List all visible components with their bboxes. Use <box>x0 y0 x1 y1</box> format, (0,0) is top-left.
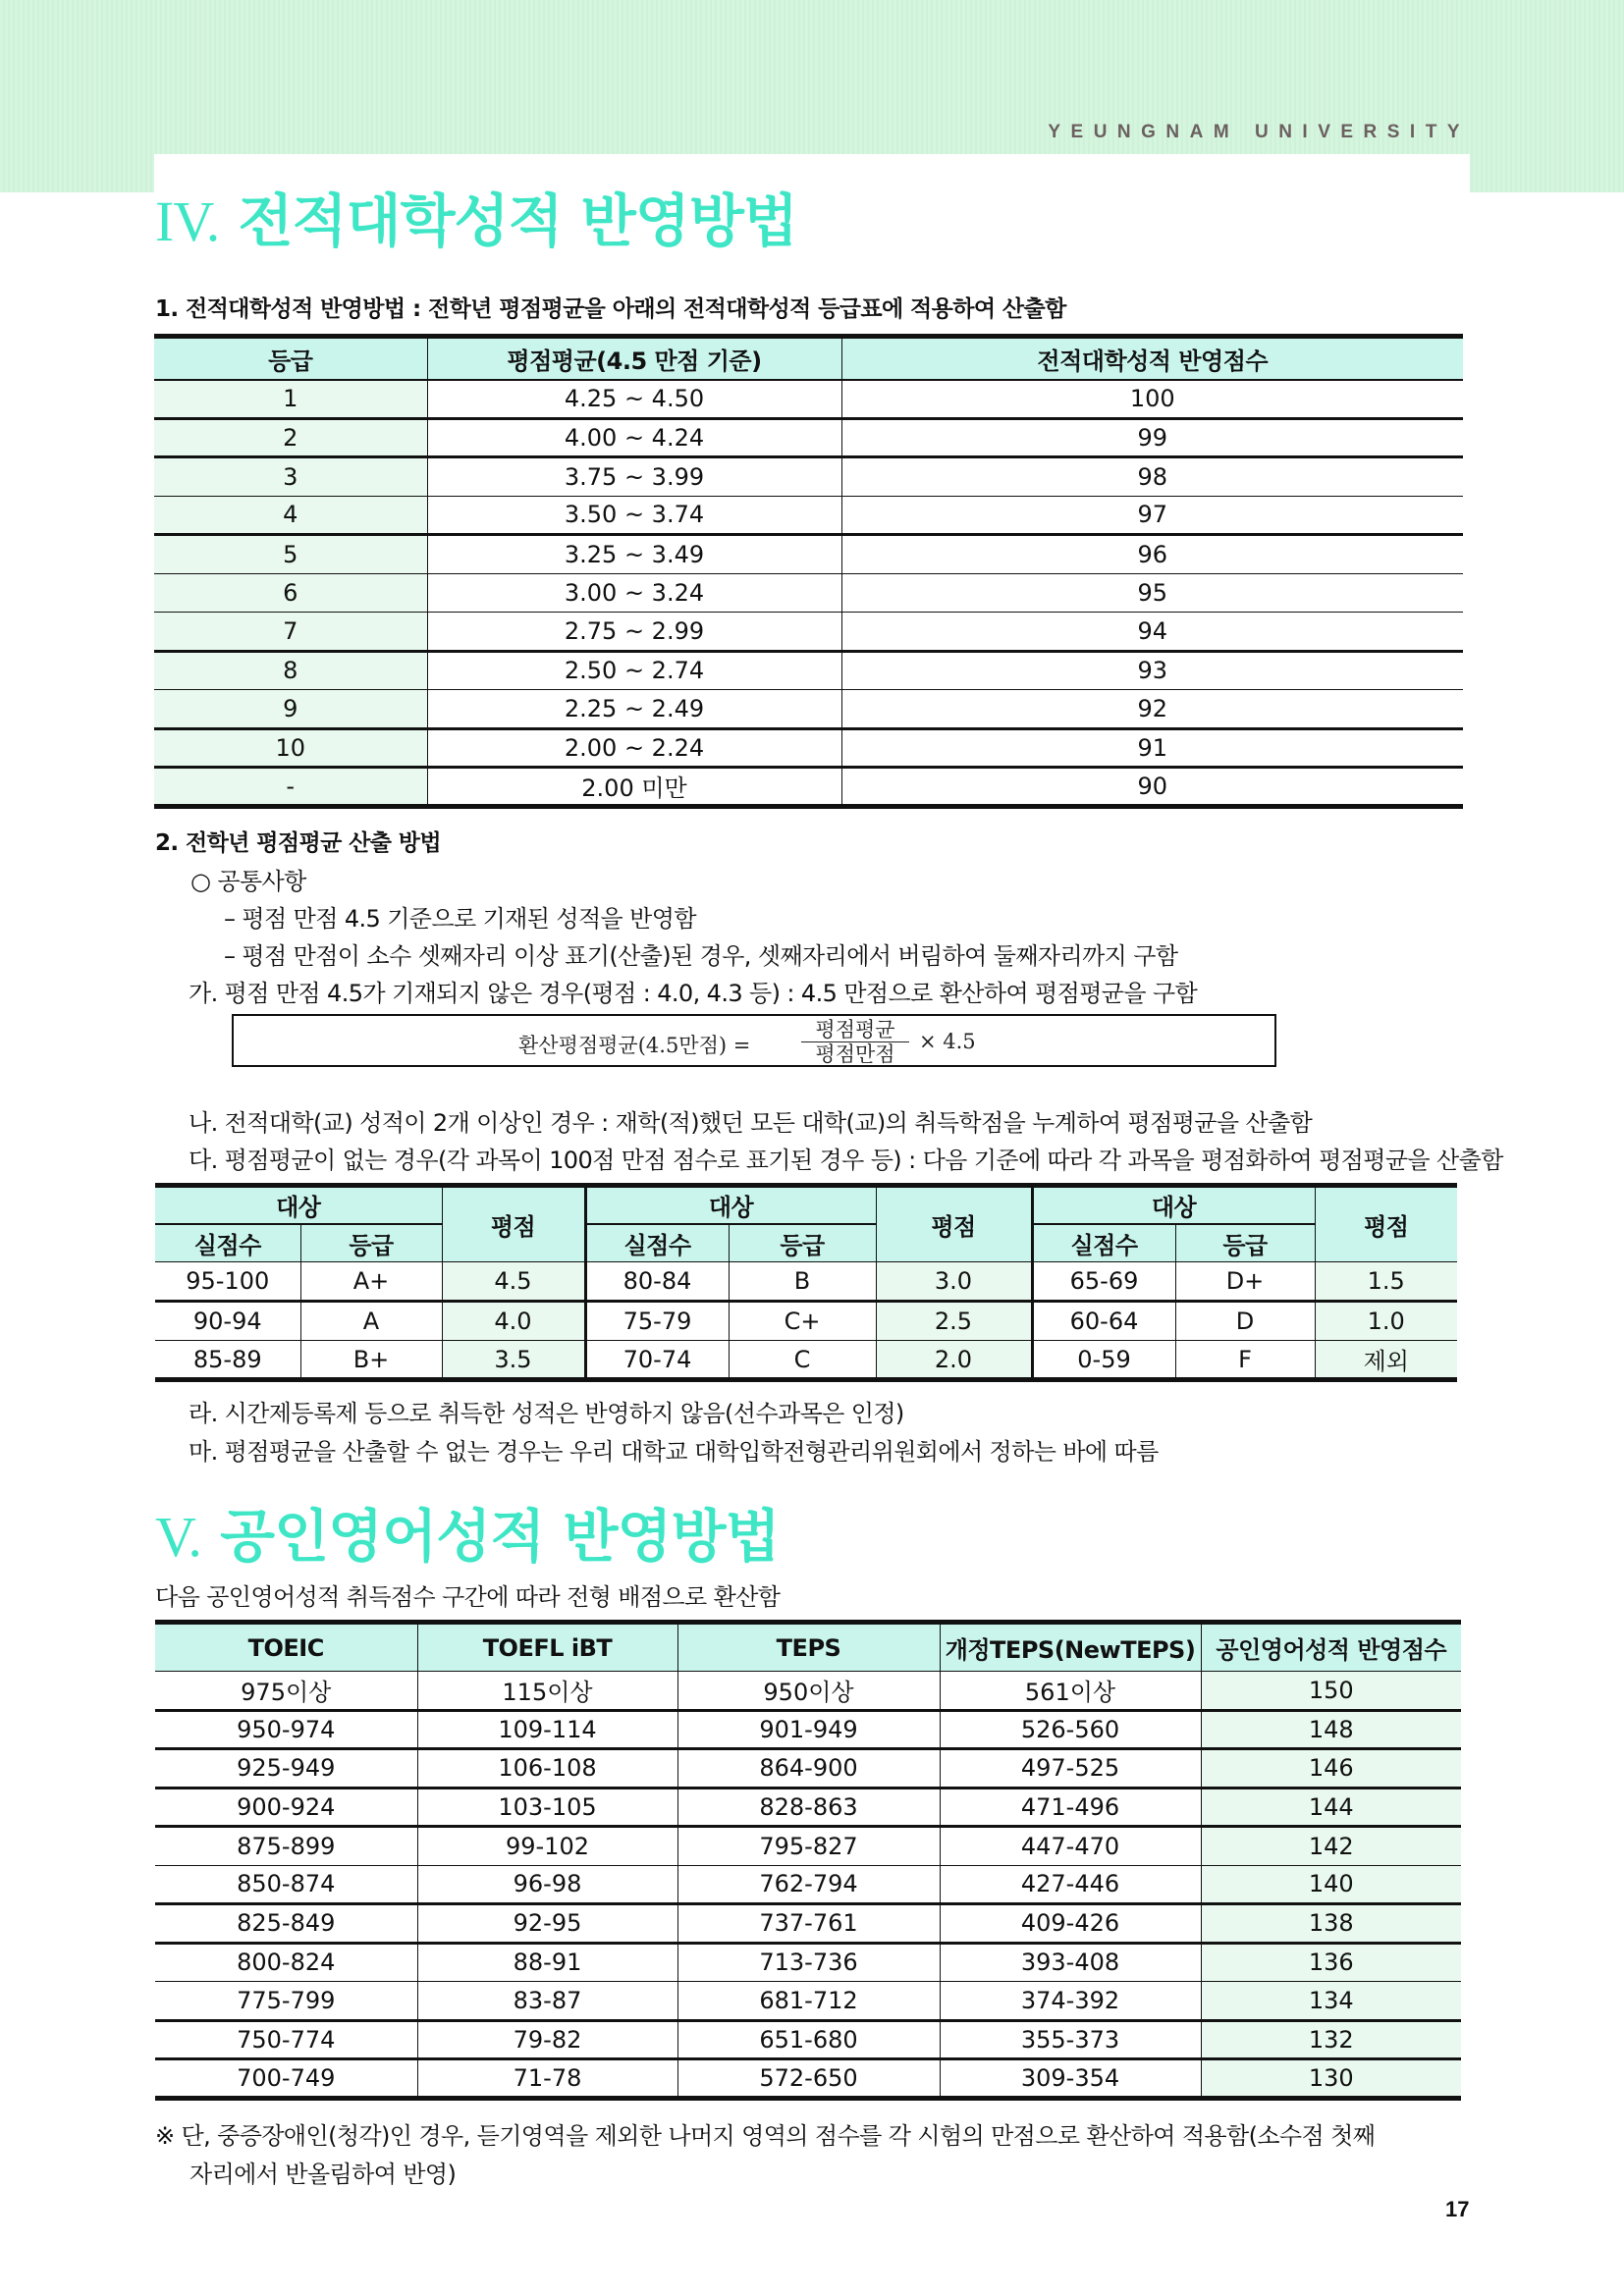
gpa-header-1: 평점 <box>442 1186 585 1262</box>
sub-header-grade: 등급 <box>300 1224 442 1262</box>
cell: 132 <box>1201 2020 1461 2059</box>
cell: 2.00 미만 <box>427 768 841 807</box>
cell: 775-799 <box>155 1982 417 2021</box>
col-header-score: 전적대학성적 반영점수 <box>841 337 1463 380</box>
cell: 88-91 <box>417 1943 677 1982</box>
formula-numerator: 평점평균 <box>801 1018 909 1042</box>
sub-header-raw-score: 실점수 <box>1032 1224 1175 1262</box>
english-score-table <box>155 1620 1461 2101</box>
cell: D+ <box>1175 1262 1315 1302</box>
cell: 850-874 <box>155 1865 417 1904</box>
cell: C <box>729 1341 876 1380</box>
cell: 90-94 <box>155 1302 300 1341</box>
table-row <box>155 1262 1457 1302</box>
cell: 864-900 <box>677 1749 940 1789</box>
sub-header-raw-score: 실점수 <box>585 1224 729 1262</box>
common-item-1: – 평점 만점 4.5 기준으로 기재된 성적을 반영함 <box>224 905 696 933</box>
cell: 2.50 ~ 2.74 <box>427 651 841 690</box>
cell: B <box>729 1262 876 1302</box>
cell: 103-105 <box>417 1788 677 1827</box>
cell: 4.0 <box>442 1302 585 1341</box>
table-row <box>154 496 1463 535</box>
cell: 737-761 <box>677 1904 940 1944</box>
section-iv-numeral: IV. <box>155 189 220 253</box>
cell: 309-354 <box>940 2059 1201 2099</box>
cell: 409-426 <box>940 1904 1201 1944</box>
group-header-target-2: 대상 <box>585 1186 876 1224</box>
cell: 3.50 ~ 3.74 <box>427 496 841 535</box>
table-row <box>154 535 1463 574</box>
cell: 148 <box>1201 1710 1461 1749</box>
cell: 925-949 <box>155 1749 417 1789</box>
table-row <box>154 768 1463 807</box>
cell: 109-114 <box>417 1710 677 1749</box>
cell: 91 <box>841 728 1463 768</box>
item-ma: 마. 평점평균을 산출할 수 없는 경우는 우리 대학교 대학입학전형관리위원회에서 정하는 바에 따름 <box>189 1438 1159 1466</box>
cell: 95-100 <box>155 1262 300 1302</box>
cell: 800-824 <box>155 1943 417 1982</box>
table-row <box>155 1827 1461 1866</box>
cell: 572-650 <box>677 2059 940 2099</box>
cell: 393-408 <box>940 1943 1201 1982</box>
gpa-header-2: 평점 <box>876 1186 1032 1262</box>
cell: 471-496 <box>940 1788 1201 1827</box>
cell: 3.0 <box>876 1262 1032 1302</box>
cell: 0-59 <box>1032 1341 1175 1380</box>
cell: 374-392 <box>940 1982 1201 2021</box>
cell: C+ <box>729 1302 876 1341</box>
cell: 138 <box>1201 1904 1461 1944</box>
cell: 7 <box>154 613 427 652</box>
section-iv-heading: 전적대학성적 반영방법 <box>238 187 797 254</box>
item-da: 다. 평점평균이 없는 경우(각 과목이 100점 만점 점수로 표기된 경우 등) : 다음 기준에 따라 각 과목을 평점화하여 평점평균을 산출함 <box>189 1147 1503 1174</box>
table-row <box>155 1904 1461 1944</box>
cell: 1.5 <box>1315 1262 1457 1302</box>
sub-header-grade: 등급 <box>1175 1224 1315 1262</box>
cell: 2 <box>154 418 427 457</box>
table-row <box>155 1302 1457 1341</box>
cell: 65-69 <box>1032 1262 1175 1302</box>
cell: 92 <box>841 690 1463 729</box>
col-header-toefl: TOEFL iBT <box>417 1623 677 1672</box>
cell: 130 <box>1201 2059 1461 2099</box>
cell: 115이상 <box>417 1672 677 1711</box>
cell: 8 <box>154 651 427 690</box>
gpa-header-3: 평점 <box>1315 1186 1457 1262</box>
cell: 99-102 <box>417 1827 677 1866</box>
table-row <box>154 651 1463 690</box>
cell: 9 <box>154 690 427 729</box>
cell: 3.25 ~ 3.49 <box>427 535 841 574</box>
cell: 828-863 <box>677 1788 940 1827</box>
cell: - <box>154 768 427 807</box>
common-label: ○ 공통사항 <box>190 868 306 895</box>
cell: 427-446 <box>940 1865 1201 1904</box>
col-header-toeic: TOEIC <box>155 1623 417 1672</box>
cell: 96 <box>841 535 1463 574</box>
item-na: 나. 전적대학(교) 성적이 2개 이상인 경우 : 재학(적)했던 모든 대학(교)의 취득학점을 누계하여 평점평균을 산출함 <box>189 1109 1313 1137</box>
table-row <box>155 1710 1461 1749</box>
sub1-heading: 1. 전적대학성적 반영방법 : 전학년 평점평균을 아래의 전적대학성적 등급표에 적용하여 산출함 <box>155 296 1066 322</box>
table-row <box>155 2020 1461 2059</box>
cell: 2.00 ~ 2.24 <box>427 728 841 768</box>
cell: 134 <box>1201 1982 1461 2021</box>
cell: 100 <box>841 380 1463 419</box>
cell: 950이상 <box>677 1672 940 1711</box>
formula-fraction <box>801 1018 909 1066</box>
cell: 4 <box>154 496 427 535</box>
cell: 713-736 <box>677 1943 940 1982</box>
table-row <box>155 1943 1461 1982</box>
table-row <box>154 380 1463 419</box>
cell: 150 <box>1201 1672 1461 1711</box>
section-iv-title <box>155 175 797 257</box>
cell: 60-64 <box>1032 1302 1175 1341</box>
table-row <box>155 1865 1461 1904</box>
cell: 447-470 <box>940 1827 1201 1866</box>
cell: 762-794 <box>677 1865 940 1904</box>
cell: 1.0 <box>1315 1302 1457 1341</box>
sub-header-grade: 등급 <box>729 1224 876 1262</box>
cell: F <box>1175 1341 1315 1380</box>
cell: 85-89 <box>155 1341 300 1380</box>
cell: 825-849 <box>155 1904 417 1944</box>
cell: 795-827 <box>677 1827 940 1866</box>
sub2-heading: 2. 전학년 평점평균 산출 방법 <box>155 830 441 856</box>
cell: 5 <box>154 535 427 574</box>
cell: 4.00 ~ 4.24 <box>427 418 841 457</box>
table-row <box>154 728 1463 768</box>
cell: 94 <box>841 613 1463 652</box>
cell: A <box>300 1302 442 1341</box>
cell: 700-749 <box>155 2059 417 2099</box>
cell: 681-712 <box>677 1982 940 2021</box>
sub-header-raw-score: 실점수 <box>155 1224 300 1262</box>
note-line-1: ※ 단, 중증장애인(청각)인 경우, 듣기영역을 제외한 나머지 영역의 점수를 각 시험의 만점으로 환산하여 적용함(소수점 첫째 <box>155 2122 1376 2150</box>
cell: 93 <box>841 651 1463 690</box>
cell: 355-373 <box>940 2020 1201 2059</box>
col-header-grade: 등급 <box>154 337 427 380</box>
cell: 750-774 <box>155 2020 417 2059</box>
common-item-2: – 평점 만점이 소수 셋째자리 이상 표기(산출)된 경우, 셋째자리에서 버림하여 둘째자리까지 구함 <box>224 942 1178 970</box>
cell: 1 <box>154 380 427 419</box>
cell: 10 <box>154 728 427 768</box>
page-number: 17 <box>1445 2197 1470 2221</box>
col-header-gpa: 평점평균(4.5 만점 기준) <box>427 337 841 380</box>
section-v-numeral: V. <box>155 1505 201 1569</box>
table-row <box>154 457 1463 497</box>
cell: 950-974 <box>155 1710 417 1749</box>
cell: 901-949 <box>677 1710 940 1749</box>
cell: 70-74 <box>585 1341 729 1380</box>
group-header-target-1: 대상 <box>155 1186 442 1224</box>
cell: 2.0 <box>876 1341 1032 1380</box>
col-header-english-score: 공인영어성적 반영점수 <box>1201 1623 1461 1672</box>
cell: 99 <box>841 418 1463 457</box>
cell: 3 <box>154 457 427 497</box>
cell: 497-525 <box>940 1749 1201 1789</box>
table-row <box>154 418 1463 457</box>
brand-label: YEUNGNAM UNIVERSITY <box>1048 122 1470 142</box>
english-intro: 다음 공인영어성적 취득점수 구간에 따라 전형 배점으로 환산함 <box>155 1583 781 1611</box>
cell: 875-899 <box>155 1827 417 1866</box>
item-ga: 가. 평점 만점 4.5가 기재되지 않은 경우(평점 : 4.0, 4.3 등) : 4.5 만점으로 환산하여 평점평균을 구함 <box>189 980 1198 1007</box>
cell: 4.5 <box>442 1262 585 1302</box>
cell: A+ <box>300 1262 442 1302</box>
cell: 3.5 <box>442 1341 585 1380</box>
table-row <box>155 1749 1461 1789</box>
table-row <box>154 573 1463 613</box>
cell: B+ <box>300 1341 442 1380</box>
cell: 975이상 <box>155 1672 417 1711</box>
table-row <box>154 690 1463 729</box>
cell: 651-680 <box>677 2020 940 2059</box>
cell: 71-78 <box>417 2059 677 2099</box>
cell: 136 <box>1201 1943 1461 1982</box>
note-line-2: 자리에서 반올림하여 반영) <box>189 2161 457 2188</box>
cell: 3.75 ~ 3.99 <box>427 457 841 497</box>
cell: 4.25 ~ 4.50 <box>427 380 841 419</box>
group-header-target-3: 대상 <box>1032 1186 1315 1224</box>
cell: 80-84 <box>585 1262 729 1302</box>
table-row <box>155 1982 1461 2021</box>
score-to-gpa-table <box>155 1183 1457 1382</box>
cell: 96-98 <box>417 1865 677 1904</box>
conversion-formula-box <box>232 1014 1276 1067</box>
item-ra: 라. 시간제등록제 등으로 취득한 성적은 반영하지 않음(선수과목은 인정) <box>189 1400 904 1427</box>
cell: 526-560 <box>940 1710 1201 1749</box>
cell: 144 <box>1201 1788 1461 1827</box>
cell: 98 <box>841 457 1463 497</box>
cell: 79-82 <box>417 2020 677 2059</box>
cell: 2.25 ~ 2.49 <box>427 690 841 729</box>
formula-lhs: 환산평점평균(4.5만점) = <box>518 1034 751 1057</box>
table-row <box>155 1672 1461 1711</box>
table-row <box>155 1788 1461 1827</box>
cell: 3.00 ~ 3.24 <box>427 573 841 613</box>
formula-denominator: 평점만점 <box>815 1042 895 1066</box>
cell: 6 <box>154 573 427 613</box>
cell: 제외 <box>1315 1341 1457 1380</box>
section-v-title <box>155 1490 780 1573</box>
cell: 97 <box>841 496 1463 535</box>
cell: 2.75 ~ 2.99 <box>427 613 841 652</box>
transfer-grade-table <box>154 334 1463 809</box>
cell: 106-108 <box>417 1749 677 1789</box>
cell: 83-87 <box>417 1982 677 2021</box>
cell: 92-95 <box>417 1904 677 1944</box>
formula-multiplier: × 4.5 <box>919 1030 976 1053</box>
col-header-new-teps: 개정TEPS(NewTEPS) <box>940 1623 1201 1672</box>
cell: 90 <box>841 768 1463 807</box>
table-row <box>155 1341 1457 1380</box>
cell: 75-79 <box>585 1302 729 1341</box>
cell: 900-924 <box>155 1788 417 1827</box>
col-header-teps: TEPS <box>677 1623 940 1672</box>
table-row <box>155 2059 1461 2099</box>
cell: 2.5 <box>876 1302 1032 1341</box>
cell: 95 <box>841 573 1463 613</box>
table-row <box>154 613 1463 652</box>
cell: D <box>1175 1302 1315 1341</box>
cell: 561이상 <box>940 1672 1201 1711</box>
cell: 140 <box>1201 1865 1461 1904</box>
cell: 146 <box>1201 1749 1461 1789</box>
cell: 142 <box>1201 1827 1461 1866</box>
section-v-heading: 공인영어성적 반영방법 <box>220 1503 780 1570</box>
